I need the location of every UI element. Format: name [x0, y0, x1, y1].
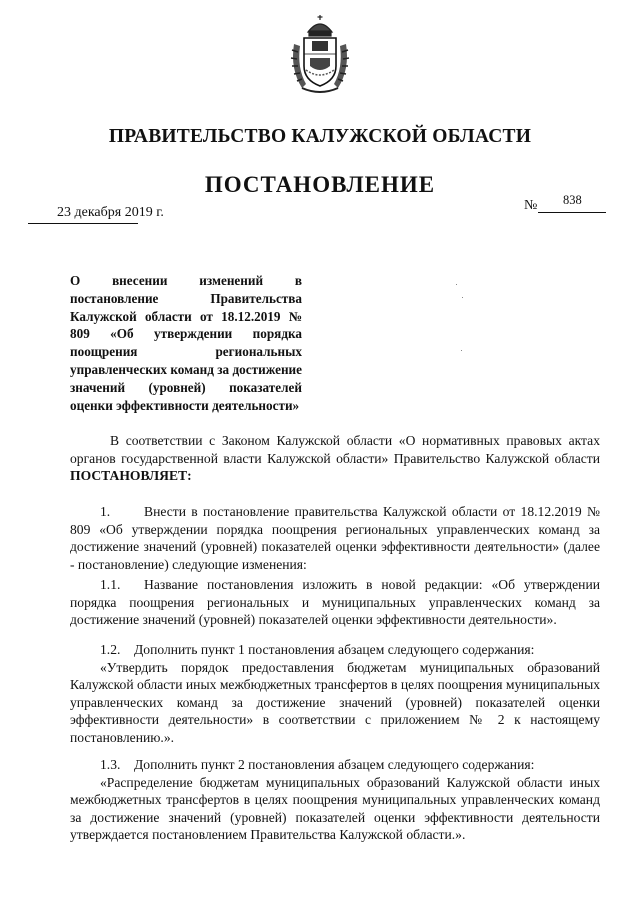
number-label: № [524, 198, 538, 213]
document-subject: О внесении изменений в постановление Правительства Калужской области от 18.12.2019 № 809 «Об утверждении порядка поощрения региональных управленческих команд за достижение значений (уровней) показателей оценки эффективности деятельности» [70, 273, 302, 413]
number-underline [538, 212, 606, 213]
clause-text: Название постановления изложить в новой редакции: «Об утверждении порядка поощрения региональных и муниципальных управленческих команд за достижение значений (уровней) показателей оценки эффективности деятельности». [70, 577, 600, 628]
clause-number: 1.2. [100, 642, 121, 657]
clause-1-3 [70, 756, 600, 844]
document-type-title: ПОСТАНОВЛЕНИЕ [204, 172, 436, 197]
clause-number: 1.3. [100, 757, 121, 772]
clause-1 [70, 503, 600, 573]
preamble [70, 432, 600, 485]
clause-text: Дополнить пункт 2 постановления абзацем следующего содержания: [134, 757, 535, 772]
government-title: ПРАВИТЕЛЬСТВО КАЛУЖСКОЙ ОБЛАСТИ [108, 126, 532, 147]
date-underline [28, 223, 138, 224]
clause-1-1 [70, 576, 600, 629]
clause-quote: «Утвердить порядок предоставления бюджетам муниципальных образований Калужской области иных межбюджетных трансфертов в целях поощрения муниципальных управленческих команд за достижение значений (уровней) показателей оценки эффективности деятельности» в соответствии с приложением № 2 к настоящему постановлению.». [70, 659, 600, 745]
clause-number: 1. [100, 504, 111, 519]
clause-number: 1.1. [100, 577, 121, 592]
clause-text: Внести в постановление правительства Калужской области от 18.12.2019 № 809 «Об утверждении порядка поощрения региональных управленческих команд за достижение значений (уровней) показателей оценки эффективности деятельности» (далее - постановление) следующие изменения: [70, 504, 600, 572]
coat-of-arms-icon [288, 14, 352, 94]
clause-quote: «Распределение бюджетам муниципальных образований Калужской области иных межбюджетных трансфертов в целях поощрения муниципальных управленческих команд за достижение значений (уровней) показателей оценки эффективности деятельности утверждается постановлением Правительства Калужской области.». [70, 774, 600, 843]
scan-speck [456, 284, 457, 285]
clause-1-2 [70, 641, 600, 747]
preamble-text: В соответствии с Законом Калужской области «О нормативных правовых актах органов государственной власти Калужской области» Правительство Калужской области [70, 433, 600, 466]
scan-speck [462, 297, 463, 298]
clause-text: Дополнить пункт 1 постановления абзацем следующего содержания: [134, 642, 535, 657]
document-number: 838 [563, 193, 582, 207]
decree-word: ПОСТАНОВЛЯЕТ: [70, 468, 192, 484]
scan-speck [461, 350, 462, 351]
document-date: 23 декабря 2019 г. [57, 205, 164, 220]
